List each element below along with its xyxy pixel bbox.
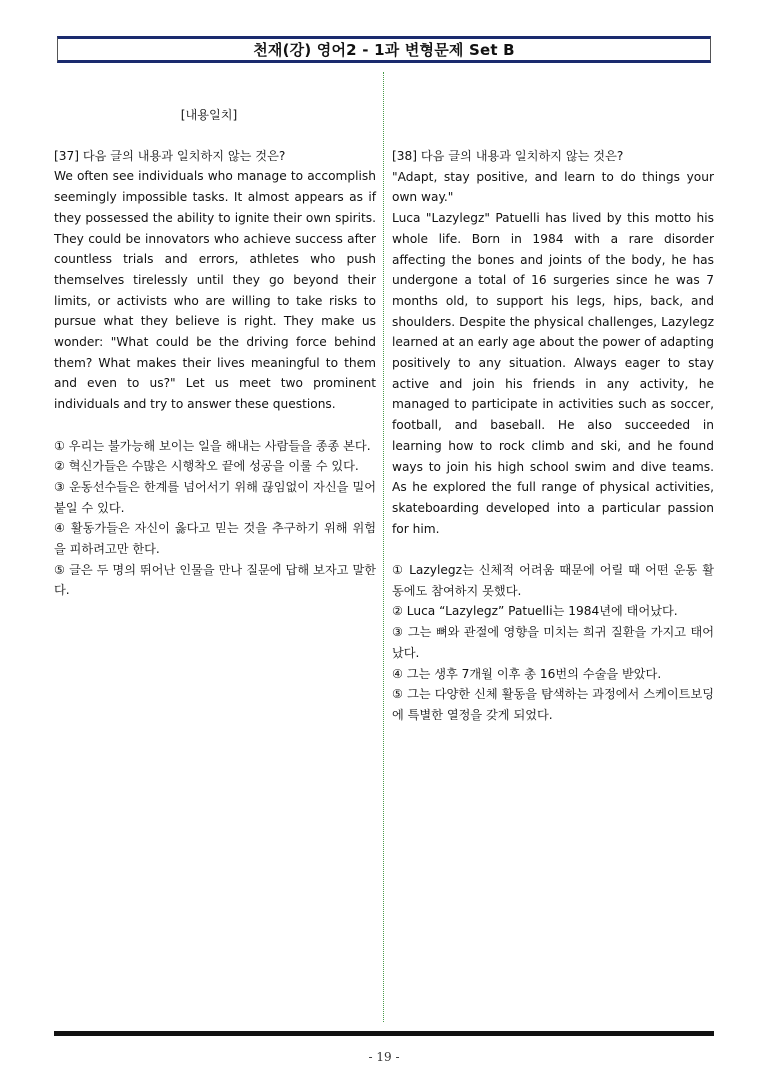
question-38-title: [38] 다음 글의 내용과 일치하지 않는 것은? [392, 149, 624, 163]
question-37-passage: We often see individuals who manage to accomplish seemingly impossible tasks. It almost appears as if they possessed the ability to ignite their own spirits. They could be innovators who achieve success after countless trials and errors, athletes who push themselves tirelessly until they go beyond their limits, or activists who are willing to take risks to pursue what they believe is right. They make us wonder: "What could be the driving force behind them? What makes their lives meaningful to them and even to us?" Let us meet two prominent individuals and try to answer these questions. [54, 169, 376, 412]
spacer [392, 105, 714, 146]
question-37-title: [37] 다음 글의 내용과 일치하지 않는 것은? [54, 148, 286, 163]
spacer [54, 415, 376, 436]
question-37-choice-3: ③ 운동선수들은 한계를 넘어서기 위해 끊임없이 자신을 밀어붙일 수 있다. [54, 479, 376, 515]
spacer [392, 539, 714, 560]
question-38-quote: "Adapt, stay positive, and learn to do things your own way." [392, 169, 714, 205]
title-box [57, 36, 711, 63]
page-number: - 19 - [368, 1050, 400, 1064]
question-38-choice-4: ④ 그는 생후 7개월 이후 총 16번의 수술을 받았다. [392, 666, 662, 681]
right-column [392, 105, 714, 726]
footer-rule [54, 1031, 714, 1036]
question-38-passage: Luca "Lazylegz" Patuelli has lived by this motto his whole life. Born in 1984 with a rare disorder affecting the bones and joints of the body, he has undergone a total of 16 surgeries since he was 7 months old, to support his legs, hips, back, and shoulders. Despite the physical challenges, Lazylegz learned at an early age about the power of adapting positively to any situation. Always eager to stay active and join his friends in any activity, he managed to participate in activities such as soccer, football, and baseball. He also succeeded in learning how to rock climb and ski, and he found ways to join his high school swim and dive teams. As he explored the full range of physical activities, skateboarding developed into a particular passion for him. [392, 211, 714, 536]
column-divider [383, 72, 384, 1022]
question-37-choice-2: ② 혁신가들은 수많은 시행착오 끝에 성공을 이룰 수 있다. [54, 459, 359, 474]
question-37-choice-1: ① 우리는 불가능해 보이는 일을 해내는 사람들을 종종 본다. [54, 438, 371, 453]
page-title: 천재(강) 영어2 - 1과 변형문제 Set B [253, 41, 515, 59]
question-38-choice-3: ③ 그는 뼈와 관절에 영향을 미치는 희귀 질환을 가지고 태어났다. [392, 625, 714, 660]
question-37-choice-5: ⑤ 글은 두 명의 뛰어난 인물을 만나 질문에 답해 보자고 말한다. [54, 562, 376, 598]
question-38-choice-5: ⑤ 그는 다양한 신체 활동을 탐색하는 과정에서 스케이트보딩에 특별한 열정을 갖게 되었다. [392, 687, 714, 722]
question-37-choice-4: ④ 활동가들은 자신이 옳다고 믿는 것을 추구하기 위해 위험을 피하려고만 한다. [54, 521, 376, 557]
section-label: [내용일치] [180, 108, 238, 122]
question-38-choice-2: ② Luca “Lazylegz” Patuelli는 1984년에 태어났다. [392, 604, 678, 619]
question-38-choice-1: ① Lazylegz는 신체적 어려움 때문에 어릴 때 어떤 운동 활동에도 참여하지 못했다. [392, 563, 714, 598]
left-column [54, 105, 376, 601]
